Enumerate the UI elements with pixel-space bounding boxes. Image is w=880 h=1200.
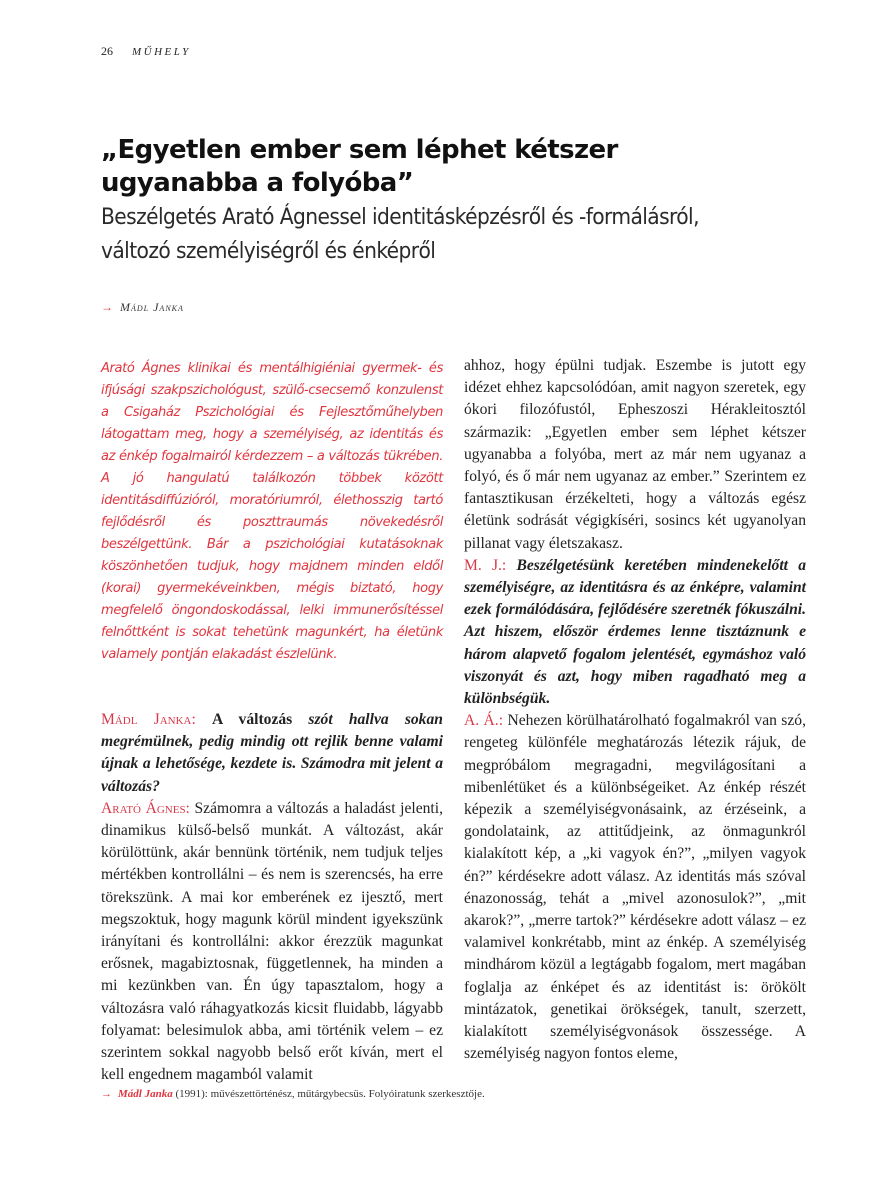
- answer-text: Számomra a változás a haladást jelenti, dinamikus külső-belső munkát. A változást, akár körülöttünk, akár bennünk történik, nem tudjuk teljes mértékben kontrollálni – és nem is szerencsés, ha erre törekszünk. A mai kor emberének ez ijesztő, mert megszoktuk, hogy magunk körül mindent igyekszünk irányítani és kontrollálni: akkor érezzük magunkat erősnek, magabiztosnak, függetlennek, ha minden a mi kezünkben van. Én úgy tapasztalom, hogy a változásra való ráhagyatkozás kicsit fluidabb, lágyabb folyamat: belesimulok abba, ami történik velem – ez szerintem sokkal nagyobb belső erőt kíván, mert el kell engednem magamból valamit: [101, 799, 443, 1084]
- arrow-right-icon: →: [101, 300, 114, 314]
- speaker-label: A. Á.:: [464, 712, 504, 730]
- speaker-label: M. J.:: [464, 556, 507, 574]
- running-head: [101, 44, 191, 59]
- speaker-label: Arató Ágnes:: [101, 799, 190, 817]
- byline: [101, 300, 184, 315]
- footnote: [101, 1088, 801, 1100]
- footnote-name: Mádl Janka: [118, 1088, 173, 1100]
- page-number: 26: [101, 44, 113, 58]
- footnote-text: (1991): művészettörténész, műtárgybecsüs. Folyóiratunk szerkesztője.: [175, 1088, 485, 1100]
- answer-1-continued: ahhoz, hogy épülni tudjak. Eszembe is jutott egy idézet ehhez kapcsolódóan, amit nagyon szeretek, egy ókori filozófustól, Epheszoszi Hérakleitosztól származik: „Egyetlen ember sem léphet kétszer ugyanabba a folyóba, mert az már nem ugyanaz a folyó, és ő már nem ugyanaz az ember.” Szerintem ez fantasztikusan érzékelteti, hogy a változás egész életünk sodrását végigkíséri, sosincs két ugyanolyan pillanat vagy életszakasz.: [464, 357, 806, 552]
- question-text: Beszélgetésünk keretében mindenekelőtt a személyiségre, az identitásra és az énképre, valamint ezek formálódására, fejlődésére szeretnék fókuszálni. Azt hiszem, először érdemes lenne tisztáznunk e három alapvető fogalom jelentését, egymáshoz való viszonyát és azt, hogy miben ragadható meg a különbségük.: [464, 556, 806, 708]
- question-text: szót hallva sokan megrémülnek, pedig mindig ott rejlik benne valami újnak a lehetősége, kezdete is. Számodra mit jelent a változás?: [101, 711, 443, 795]
- answer-2: [464, 710, 806, 1065]
- arrow-right-icon: →: [101, 1088, 112, 1100]
- column-left: [101, 709, 443, 1086]
- article-title: „Egyetlen ember sem léphet kétszer ugyanabba a folyóba”: [101, 135, 618, 198]
- question-lead: A változás: [211, 711, 293, 728]
- article-subtitle: Beszélgetés Arató Ágnessel identitásképzésről és -formálásról, változó személyiségről és énképről: [101, 204, 699, 264]
- answer-1: [101, 798, 443, 1087]
- title-block: [101, 134, 721, 268]
- answer-text: Nehezen körülhatárolható fogalmakról van szó, rengeteg különféle meghatározás létezik rájuk, de megpróbálom megragadni, megvilágosítani a mibenlétüket és a különbségeiket. Az énkép részét képezik a személyiségvonásaink, az érzéseink, a gondolataink, az attitűdjeink, az önmagunkról kialakított kép, a „ki vagyok én?”, „milyen vagyok én?” kérdésekre adott válasz. Az identitás más szóval énazonosság, tehát a „mivel azonosulok?”, „mit akarok?”, „merre tartok?” kérdésekre adott válasz – ez valamivel konkrétabb, mint az énkép. A személyiség mindhárom közül a legtágabb fogalom, mert magában foglalja az énképet és az identitást is: örökölt mintázatok, genetikai örökségek, tanult, szerzett, kialakított személyiségvonások összessége. A személyiség nagyon fontos eleme,: [464, 712, 806, 1063]
- section-name: MŰHELY: [132, 46, 191, 58]
- lead-paragraph: Arató Ágnes klinikai és mentálhigiéniai gyermek- és ifjúsági szakpszichológust, szülő-csecsemő konzulenst a Csigaház Pszichológiai és Fejlesztőműhelyben látogattam meg, hogy a személyiség, az identitás és az énkép fogalmairól kérdezzem – a változás tükrében. A jó hangulatú találkozón többek között identitásdiffúzióról, moratóriumról, élethosszig tartó fejlődésről és poszttraumás növekedésről beszélgettünk. Bár a pszichológiai kutatásoknak köszönhetően tudjuk, hogy majdnem minden eldől (korai) gyermekéveinkben, mégis biztató, hogy megfelelő öngondoskodással, lelki immunerősítéssel felnőttként is sokat tehetünk magunkért, ha életünk valamely pontján elakadást észlelünk.: [101, 361, 443, 662]
- author-name: Mádl Janka: [120, 300, 184, 314]
- question-1: [101, 709, 443, 798]
- column-right: [464, 355, 806, 1066]
- question-2: [464, 555, 806, 710]
- speaker-label: Mádl Janka:: [101, 711, 196, 728]
